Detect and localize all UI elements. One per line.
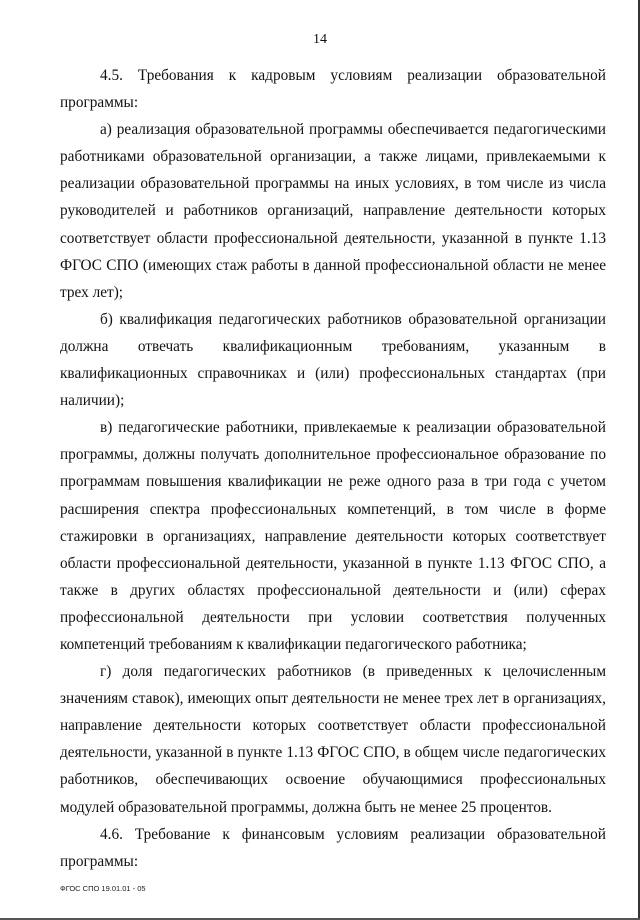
document-footer-code: ФГОС СПО 19.01.01 - 05	[60, 884, 146, 893]
paragraph-g: г) доля педагогических работников (в приведенных к целочисленным значениям ставок), имеющих опыт деятельности не менее трех лет в организациях, направление деятельности которых соответствует области профессиональной деятельности, указанной в пункте 1.13 ФГОС СПО, в общем числе педагогических работников, обеспечивающих освоение обучающимися профессиональных модулей образовательной программы, должна быть не менее 25 процентов.	[60, 663, 606, 816]
paragraph-b: б) квалификация педагогических работников образовательной организации должна отвечать квалификационным требованиям, указанным в квалификационных справочниках и (или) профессиональных стандартах (при наличии);	[60, 310, 606, 410]
paragraph-v: в) педагогические работники, привлекаемые к реализации образовательной программы, должны получать дополнительное профессиональное образование по программам повышения квалификации не реже одного раза в три года с учетом расширения спектра профессиональных компетенций, в том числе в форме стажировки в организациях, направление деятельности которых соответствует области профессиональной деятельности, указанной в пункте 1.13 ФГОС СПО, а также в других областях профессиональной деятельности и (или) сферах профессиональной деятельности при условии соответствия полученных компетенций требованиям к квалификации педагогического работника;	[60, 419, 606, 653]
paragraph-4-5: 4.5. Требования к кадровым условиям реализации образовательной программы:	[60, 67, 606, 112]
document-body	[60, 62, 606, 875]
page-number: 14	[313, 32, 327, 47]
paragraph-4-6: 4.6. Требование к финансовым условиям реализации образовательной программы:	[60, 825, 606, 870]
paragraph-a: а) реализация образовательной программы обеспечивается педагогическими работниками образовательной организации, а также лицами, привлекаемыми к реализации образовательной программы на иных условиях, в том числе из числа руководителей и работников организаций, направление деятельности которых соответствует области профессиональной деятельности, указанной в пункте 1.13 ФГОС СПО (имеющих стаж работы в данной профессиональной области не менее трех лет);	[60, 121, 606, 301]
